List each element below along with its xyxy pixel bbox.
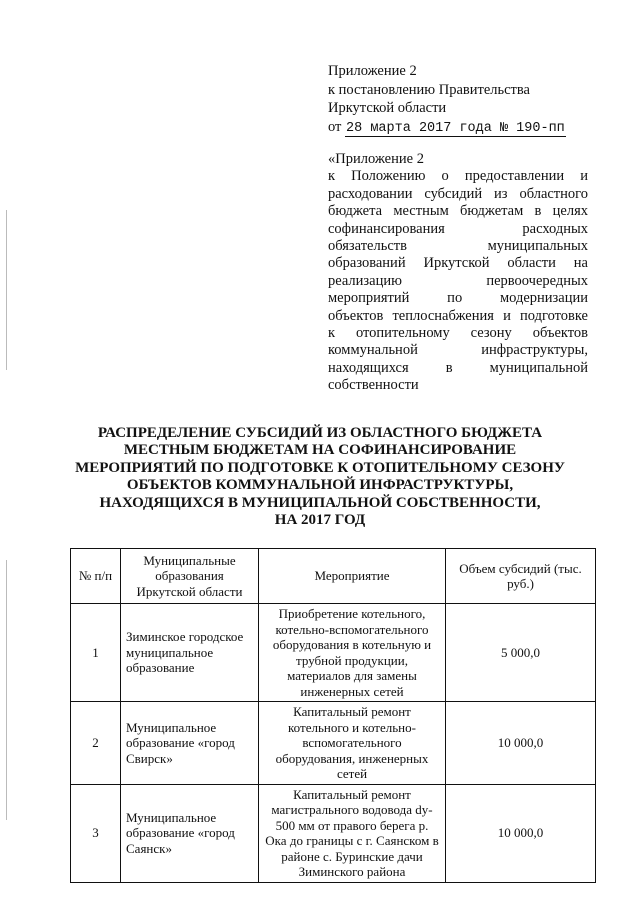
- title-line: НА 2017 ГОД: [274, 512, 366, 529]
- table-header-row: [71, 549, 596, 604]
- title-line: НАХОДЯЩИХСЯ В МУНИЦИПАЛЬНОЙ СОБСТВЕННОСТИ,: [99, 494, 541, 511]
- row-num: 1: [71, 604, 121, 702]
- regulation-line: расходовании субсидий из областного: [328, 185, 588, 202]
- row-activity: Капитальный ремонт магистрального водовода dy-500 мм от правого берега р. Ока до границы с г. Саянском в районе с. Буринские дачи Зиминского района: [259, 784, 446, 882]
- subsidy-table: [70, 548, 596, 883]
- header-num: № п/п: [71, 549, 121, 604]
- regulation-line: реализацию первоочередных: [328, 272, 588, 289]
- appendix-line: Иркутской области: [328, 100, 447, 116]
- header-municipality: Муниципальные образования Иркутской области: [121, 549, 259, 604]
- regulation-reference: [328, 151, 588, 395]
- row-amount: 5 000,0: [446, 604, 596, 702]
- table-row: [71, 604, 596, 702]
- regulation-line: к отопительному сезону объектов: [328, 325, 588, 342]
- regulation-line: объектов теплоснабжения и подготовке: [328, 307, 588, 324]
- regulation-line: коммунальной инфраструктуры,: [328, 342, 588, 359]
- regulation-line: бюджета местным бюджетам в целях: [328, 203, 588, 220]
- title-line: МЕРОПРИЯТИЙ ПО ПОДГОТОВКЕ К ОТОПИТЕЛЬНОМУ СЕЗОНУ: [75, 459, 565, 476]
- row-num: 2: [71, 702, 121, 785]
- document-title: [70, 425, 570, 529]
- appendix-header: [328, 62, 590, 138]
- date-typed: 28 марта 2017 года № 190-пп: [346, 120, 565, 136]
- appendix-line: Приложение 2: [328, 63, 417, 79]
- regulation-line: обязательств муниципальных: [328, 238, 588, 255]
- appendix-date-line: [328, 118, 590, 139]
- title-line: ОБЪЕКТОВ КОММУНАЛЬНОЙ ИНФРАСТРУКТУРЫ,: [126, 477, 514, 494]
- title-line: РАСПРЕДЕЛЕНИЕ СУБСИДИЙ ИЗ ОБЛАСТНОГО БЮДЖЕТА: [97, 425, 543, 441]
- date-prefix: от: [328, 118, 342, 135]
- regulation-line: мероприятий по модернизации: [328, 290, 588, 307]
- row-activity: Приобретение котельного, котельно-вспомогательного оборудования в котельную и трубной продукции, материалов для замены инженерных сетей: [259, 604, 446, 702]
- row-municipality: Муниципальное образование «город Саянск»: [121, 784, 259, 882]
- scan-margin-line: [6, 560, 7, 820]
- regulation-line: собственности: [328, 377, 419, 394]
- row-municipality: Муниципальное образование «город Свирск»: [121, 702, 259, 785]
- regulation-line: находящихся в муниципальной: [328, 359, 588, 376]
- row-municipality: Зиминское городское муниципальное образование: [121, 604, 259, 702]
- row-amount: 10 000,0: [446, 702, 596, 785]
- regulation-line: софинансирования расходных: [328, 220, 588, 237]
- appendix-line: к постановлению Правительства: [328, 81, 530, 98]
- regulation-line: образований Иркутской области на: [328, 255, 588, 272]
- table-row: [71, 702, 596, 785]
- header-activity: Мероприятие: [259, 549, 446, 604]
- regulation-line: «Приложение 2: [328, 151, 424, 167]
- regulation-line: к Положению о предоставлении и: [328, 168, 588, 185]
- header-amount: Объем субсидий (тыс. руб.): [446, 549, 596, 604]
- row-amount: 10 000,0: [446, 784, 596, 882]
- scan-margin-line: [6, 210, 7, 370]
- row-num: 3: [71, 784, 121, 882]
- title-line: МЕСТНЫМ БЮДЖЕТАМ НА СОФИНАНСИРОВАНИЕ: [123, 442, 517, 459]
- row-activity: Капитальный ремонт котельного и котельно-вспомогательного оборудования, инженерных сетей: [259, 702, 446, 785]
- table-row: [71, 784, 596, 882]
